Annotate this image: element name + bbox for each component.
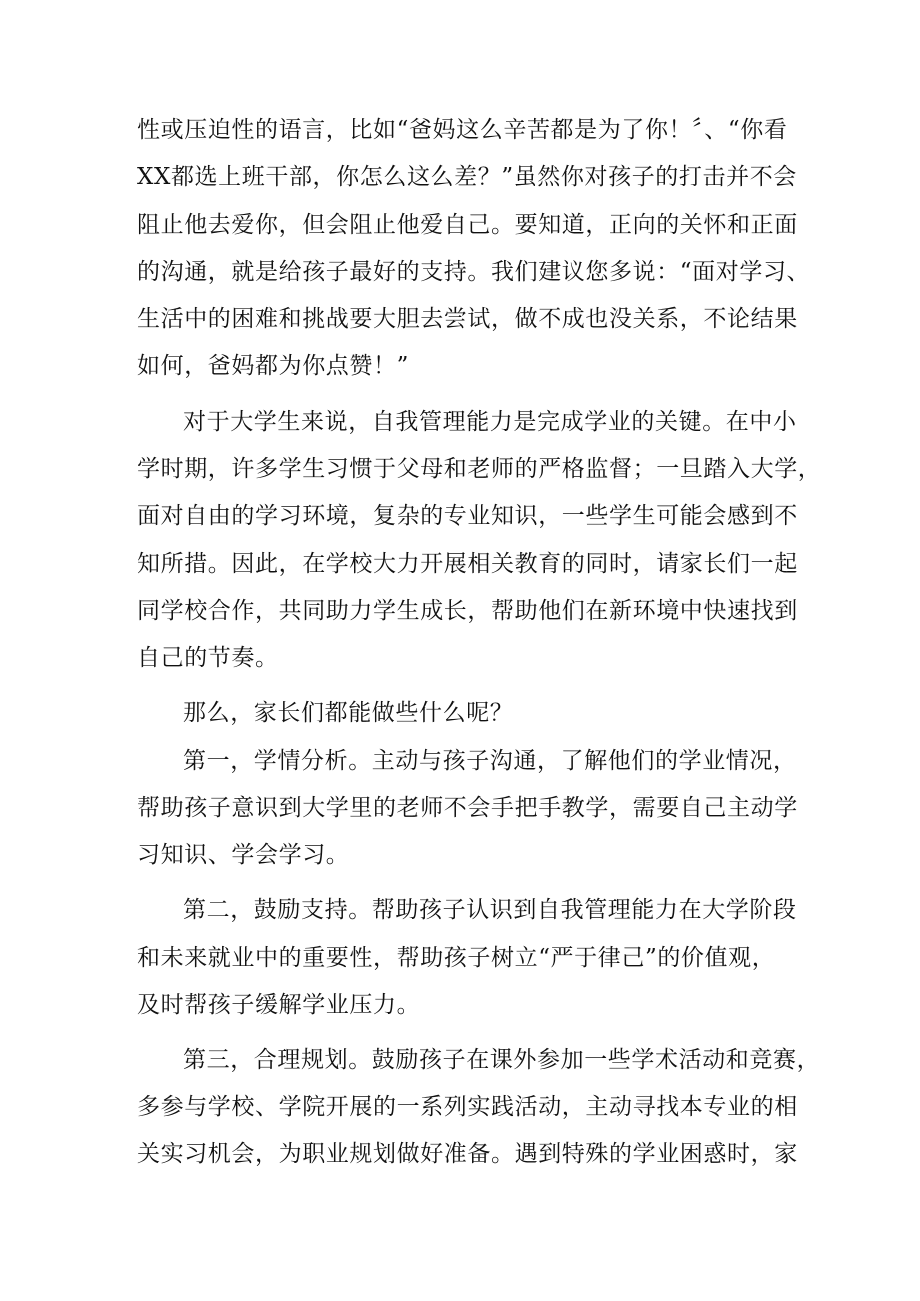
paragraph-first-line: 第三，合理规划。鼓励孩子在课外参加一些学术活动和竞赛， <box>183 1047 821 1073</box>
text-line: 及时帮孩子缓解学业压力。 <box>137 992 421 1018</box>
text-line: 和未来就业中的重要性，帮助孩子树立“严于律己”的价值观， <box>137 945 776 971</box>
paragraph-first-line: 第二，鼓励支持。帮助孩子认识到自我管理能力在大学阶段 <box>183 897 797 923</box>
text-line: 的沟通，就是给孩子最好的支持。我们建议您多说：“面对学习、 <box>137 259 811 285</box>
text-line: 学时期，许多学生习惯于父母和老师的严格监督；一旦踏入大学， <box>137 456 822 482</box>
text-line: 如何，爸妈都为你点赞！” <box>137 353 409 379</box>
text-line: 阻止他去爱你，但会阻止他爱自己。要知道，正向的关怀和正面 <box>137 212 798 238</box>
paragraph-first-line: 那么，家长们都能做些什么呢？ <box>183 700 514 726</box>
text-line: 自己的节奏。 <box>137 645 279 671</box>
text-line: XX都选上班干部，你怎么这么差？”虽然你对孩子的打击并不会 <box>137 164 797 190</box>
text-line: 同学校合作，共同助力学生成长，帮助他们在新环境中快速找到 <box>137 598 798 624</box>
paragraph-first-line: 对于大学生来说，自我管理能力是完成学业的关键。在中小 <box>183 409 797 435</box>
text-line: 多参与学校、学院开展的一系列实践活动，主动寻找本专业的相 <box>137 1094 798 1120</box>
text-line: 性或压迫性的语言，比如“爸妈这么辛苦都是为了你！〞、“你看 <box>137 117 788 143</box>
text-line: 面对自由的学习环境，复杂的专业知识，一些学生可能会感到不 <box>137 503 798 529</box>
text-line: 帮助孩子意识到大学里的老师不会手把手教学，需要自己主动学 <box>137 795 798 821</box>
text-line: 习知识、学会学习。 <box>137 842 350 868</box>
text-line: 关实习机会，为职业规划做好准备。遇到特殊的学业困惑时，家 <box>137 1141 798 1167</box>
paragraph-first-line: 第一，学情分析。主动与孩子沟通，了解他们的学业情况， <box>183 748 797 774</box>
text-line: 知所措。因此，在学校大力开展相关教育的同时，请家长们一起 <box>137 551 798 577</box>
text-line: 生活中的困难和挑战要大胆去尝试，做不成也没关系，不论结果 <box>137 306 798 332</box>
